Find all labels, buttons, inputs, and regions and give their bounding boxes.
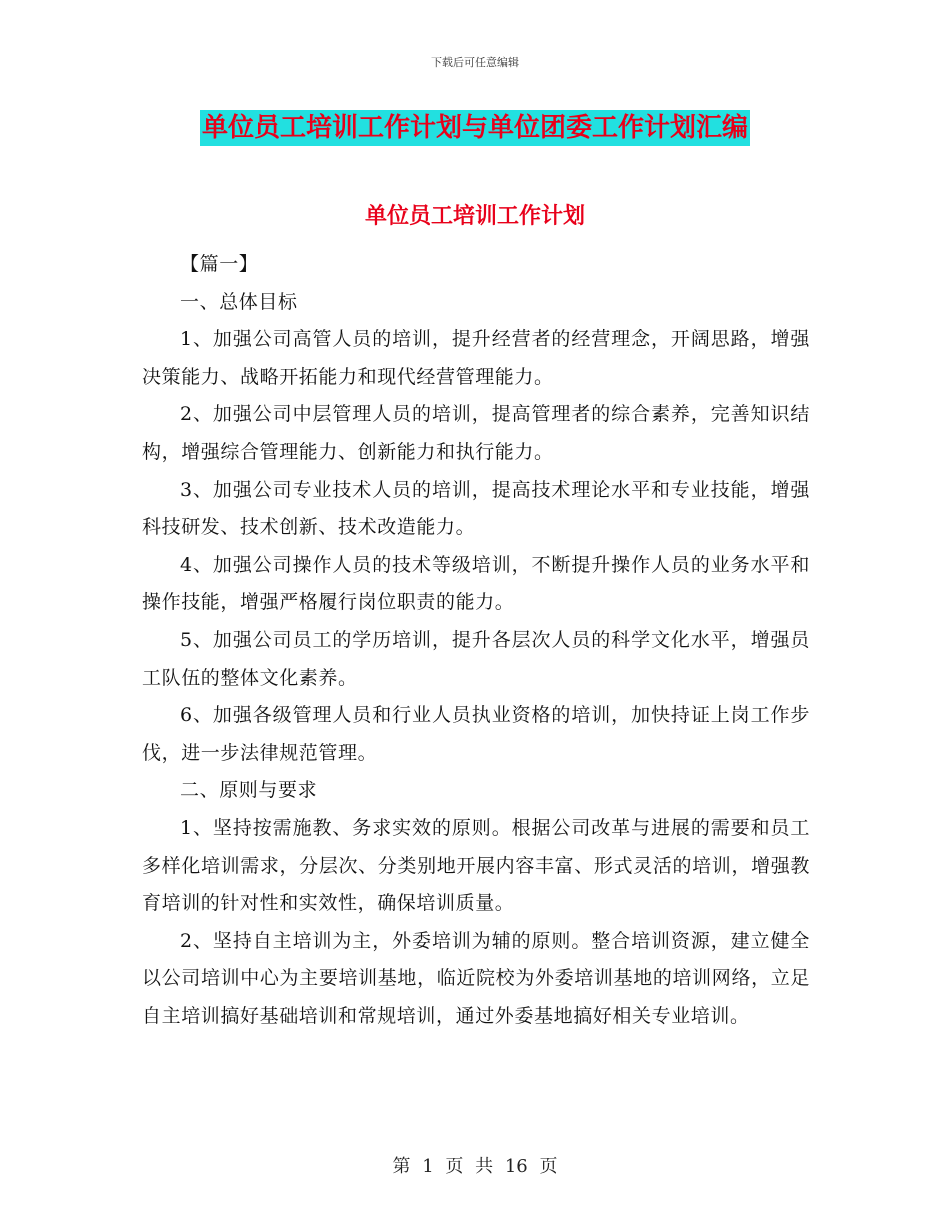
paragraph-goal-2: 2、加强公司中层管理人员的培训，提高管理者的综合素养，完善知识结构，增强综合管理能力、创新能力和执行能力。	[142, 403, 810, 463]
paragraph-section-label: 【篇一】	[180, 253, 259, 275]
paragraph-principle-1: 1、坚持按需施教、务求实效的原则。根据公司改革与进展的需要和员工多样化培训需求，分层次、分类别地开展内容丰富、形式灵活的培训，增强教育培训的针对性和实效性，确保培训质量。	[142, 816, 810, 915]
paragraph-principle-2: 2、坚持自主培训为主，外委培训为辅的原则。整合培训资源，建立健全以公司培训中心为主要培训基地，临近院校为外委培训基地的培训网络，立足自主培训搞好基础培训和常规培训，通过外委基地搞好相关专业培训。	[142, 929, 810, 1027]
paragraph-goal-1: 1、加强公司高管人员的培训，提升经营者的经营理念，开阔思路，增强决策能力、战略开拓能力和现代经营管理能力。	[142, 328, 810, 388]
page-footer: 第 1 页 共 16 页	[392, 1156, 558, 1177]
section-title: 单位员工培训工作计划	[364, 204, 585, 229]
main-title	[0, 110, 950, 146]
paragraph-goal-3: 3、加强公司专业技术人员的培训，提高技术理论水平和专业技能，增强科技研发、技术创新、技术改造能力。	[142, 478, 810, 539]
main-title-text: 单位员工培训工作计划与单位团委工作计划汇编	[200, 110, 750, 146]
header-note: 下载后可任意编辑	[431, 56, 519, 69]
paragraph-heading-goals: 一、总体目标	[180, 290, 298, 313]
body-text	[142, 246, 810, 1035]
paragraph-goal-5: 5、加强公司员工的学历培训，提升各层次人员的科学文化水平，增强员工队伍的整体文化素养。	[142, 628, 810, 689]
paragraph-heading-principles: 二、原则与要求	[180, 779, 318, 802]
paragraph-goal-4: 4、加强公司操作人员的技术等级培训，不断提升操作人员的业务水平和操作技能，增强严格履行岗位职责的能力。	[142, 553, 810, 614]
paragraph-goal-6: 6、加强各级管理人员和行业人员执业资格的培训，加快持证上岗工作步伐，进一步法律规范管理。	[142, 704, 810, 764]
